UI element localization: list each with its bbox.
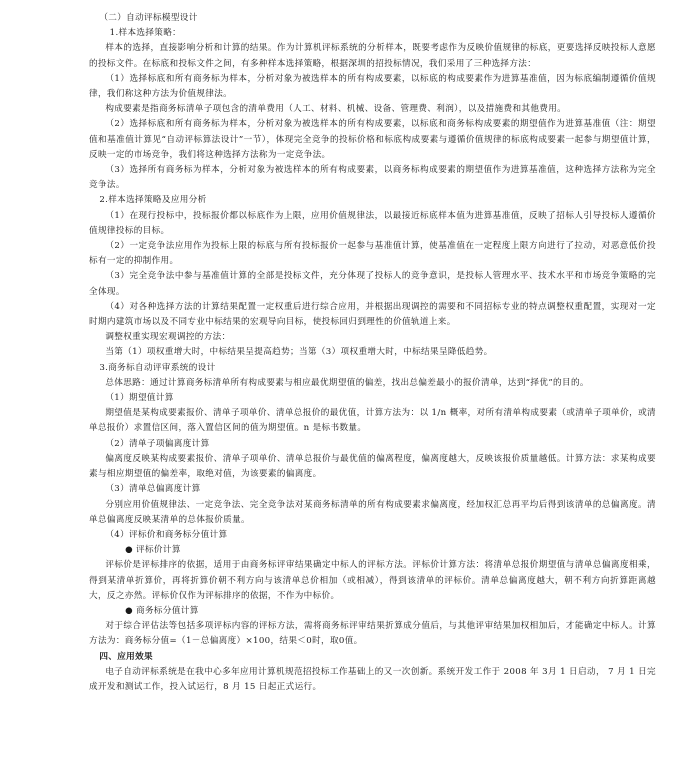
body-paragraph: 样本的选择，直接影响分析和计算的结果。作为计算机评标系统的分析样本，既要考虑作为反映价值规律的标底，更要选择反映投标人意愿的投标文件。在标底和投标文件之间，有多种样本选择策略，根据深圳的招投标情况，我们采用了三种选择方法： bbox=[89, 43, 656, 69]
item-heading: （1）期望值计算 bbox=[105, 393, 174, 404]
body-paragraph: 对于综合评估法等包括多项评标内容的评标方法，需将商务标评审结果折算成分值后，与其他评审结果加权相加后，才能确定中标人。计算方法为：商务标分值=（1－总偏离度）×100，结果＜0时，取0值。 bbox=[89, 621, 656, 647]
bullet-heading: ● 评标价计算 bbox=[125, 545, 181, 556]
body-paragraph: 评标价是评标排序的依据，适用于由商务标评审结果确定中标人的评标方法。评标价计算方法：将清单总报价期望值与清单总偏离度相乘，得到某清单折算价，再将折算价朝不利方向与该清单总价相加（或相减），得到该清单的评标价。清单总偏离度越大，朝不利方向折算距离越大，反之亦然。评标价仅作为评标排序的依据，不作为中标价。 bbox=[89, 560, 656, 601]
body-paragraph: 期望值是某构成要素报价、清单子项单价、清单总报价的最优值，计算方法为：以 1/n 概率，对所有清单构成要素（或清单子项单价，或清单总报价）求置信区间，落入置信区间的值为期望值。n 是标书数量。 bbox=[89, 408, 656, 434]
body-paragraph: 总体思路：通过计算商务标清单所有构成要素与相应最优期望值的偏差，找出总偏差最小的报价清单，达到“择优”的目的。 bbox=[105, 377, 589, 388]
body-paragraph: （1）在现行投标中，投标报价都以标底作为上限，应用价值规律法，以最接近标底样本值为进算基准值，反映了招标人引导投标人遵循价值规律投标的目标。 bbox=[89, 210, 656, 236]
item-heading: （4）评标价和商务标分值计算 bbox=[105, 529, 228, 540]
subsection-heading: 2.样本选择策略及应用分析 bbox=[99, 195, 207, 206]
body-paragraph: 当第（1）项权重增大时，中标结果呈提高趋势；当第（3）项权重增大时，中标结果呈降低趋势。 bbox=[105, 347, 493, 358]
body-paragraph: （4）对各种选择方法的计算结果配置一定权重后进行综合应用，并根据出现调控的需要和不同招标专业的特点调整权重配置，实现对一定时期内建筑市场以及不同专业中标结果的宏观导向目标，使投标回归到理性的价值轨道上来。 bbox=[89, 301, 656, 328]
body-paragraph: 偏离度反映某构成要素报价、清单子项单价、清单总报价与最优值的偏离程度，偏离度越大，反映该报价质量越低。计算方法：求某构成要素与相应期望值的偏差率，取绝对值，为该要素的偏离度。 bbox=[89, 453, 656, 480]
item-heading: （3）清单总偏离度计算 bbox=[105, 484, 201, 495]
body-paragraph: 构成要素是指商务标清单子项包含的清单费用（人工、材料、机械、设备、管理费、利润），以及措施费和其他费用。 bbox=[105, 104, 567, 115]
section-heading: （二）自动评标模型设计 bbox=[99, 13, 198, 23]
body-paragraph: （3）选择所有商务标为样本，分析对象为被选样本的所有构成要素，以商务标构成要素的期望值作为进算基准值，这种选择方法称为完全竞争法。 bbox=[89, 165, 656, 191]
body-paragraph: 电子自动评标系统是在我中心多年应用计算机规范招投标工作基础上的又一次创新。系统开发工作于 2008 年 3月 1 日启动， 7 月 1 日完成开发和测试工作，投入试运行，8 月 15 日起正式运行。 bbox=[89, 666, 656, 692]
item-heading: （2）清单子项偏离度计算 bbox=[105, 438, 210, 449]
body-paragraph: （3）完全竞争法中参与基准值计算的全部是投标文件，充分体现了投标人的竞争意识，是投标人管理水平、技术水平和市场竞争策略的完全体现。 bbox=[89, 271, 656, 297]
body-paragraph: （1）选择标底和所有商务标为样本，分析对象为被选样本的所有构成要素，以标底的构成要素作为进算基准值，因为标底编制遵循价值规律，我们称这种方法为价值规律法。 bbox=[89, 73, 656, 100]
body-paragraph: （2）一定竞争法应用作为投标上限的标底与所有投标报价一起参与基准值计算，使基准值在一定程度上限方向进行了拉动，对恶意低价投标有一定的抑制作用。 bbox=[89, 241, 656, 267]
bullet-heading: ● 商务标分值计算 bbox=[125, 605, 199, 616]
body-paragraph: 分别应用价值规律法、一定竞争法、完全竞争法对某商务标清单的所有构成要素求偏离度，经加权汇总再平均后得到该清单的总偏离度。清单总偏离度反映某清单的总体报价质量。 bbox=[89, 499, 656, 525]
body-paragraph: （2）选择标底和所有商务标为样本，分析对象为被选样本的所有构成要素，以标底和商务标构成要素的期望值作为进算基准值（注：期望值和基准值计算见“自动评标算法设计”一节），体现完全竞争的投标价格和标底构成要素与遵循价值规律的标底构成要素一起参与期望值计算，反映一定的市场竞争，我们将这种选择方法称为一定竞争法。 bbox=[89, 119, 656, 160]
body-paragraph: 调整权重实现宏观调控的方法： bbox=[105, 332, 231, 343]
subsection-heading: 3.商务标自动评审系统的设计 bbox=[99, 362, 216, 373]
section-heading: 四、应用效果 bbox=[99, 651, 153, 662]
subsection-heading: 1.样本选择策略： bbox=[109, 28, 182, 39]
